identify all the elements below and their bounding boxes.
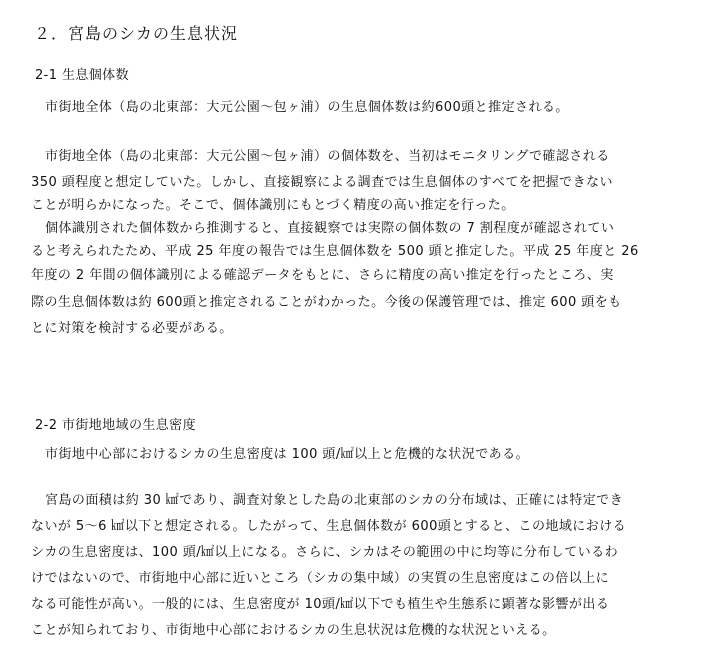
section-2-2-p1-line: 宮島の面積は約 30 ㎢であり、調査対象とした島の北東部のシカの分布域は、正確には特定でき xyxy=(45,493,624,508)
section-2-2-summary: 市街地中心部におけるシカの生息密度は 100 頭/㎢以上と危機的な状況である。 xyxy=(45,447,530,462)
section-heading-2-1: 2-1 生息個体数 xyxy=(35,68,129,83)
section-2-1-p1-line: ことが明らかになった。そこで、個体識別にもとづく精度の高い推定を行った。 xyxy=(31,198,515,213)
section-2-1-p2-line: ると考えられたため、平成 25 年度の報告では生息個体数を 500 頭と推定した。平成 25 年度と 26 xyxy=(31,244,639,259)
section-2-1-p1-line: 市街地全体（島の北東部：大元公園～包ヶ浦）の個体数を、当初はモニタリングで確認される xyxy=(45,149,610,164)
section-2-1-p2-line: 際の生息個体数は約 600頭と推定されることがわかった。今後の保護管理では、推定 600 頭をも xyxy=(31,295,622,310)
section-2-1-p2-line: とに対策を検討する必要がある。 xyxy=(31,321,233,336)
section-2-2-p1-line: けではないので、市街地中心部に近いところ（シカの集中域）の実質の生息密度はこの倍以上に xyxy=(31,571,610,586)
section-2-1-p2-line: 年度の 2 年間の個体識別による確認データをもとに、さらに精度の高い推定を行ったところ、実 xyxy=(31,268,614,283)
section-2-2-p1-line: ことが知られており、市街地中心部におけるシカの生息状況は危機的な状況といえる。 xyxy=(31,623,556,638)
section-2-1-summary: 市街地全体（島の北東部：大元公園～包ヶ浦）の生息個体数は約600頭と推定される。 xyxy=(45,100,569,115)
page-title: ２．宮島のシカの生息状況 xyxy=(34,24,239,43)
section-2-2-p1-line: ないが 5～6 ㎢以下と想定される。したがって、生息個体数が 600頭とすると、この地域における xyxy=(31,519,627,534)
section-heading-2-2: 2-2 市街地地域の生息密度 xyxy=(35,418,196,433)
section-2-1-p1-line: 350 頭程度と想定していた。しかし、直接観察による調査では生息個体のすべてを把握できない xyxy=(31,175,613,190)
section-2-2-p1-line: シカの生息密度は、100 頭/㎢以上になる。さらに、シカはその範囲の中に均等に分布しているわ xyxy=(31,545,619,560)
section-2-2-p1-line: なる可能性が高い。一般的には、生息密度が 10頭/㎢以下でも植生や生態系に顕著な影響が出る xyxy=(31,597,610,612)
section-2-1-p2-line: 個体識別された個体数から推測すると、直接観察では実際の個体数の 7 割程度が確認されてい xyxy=(45,221,615,236)
